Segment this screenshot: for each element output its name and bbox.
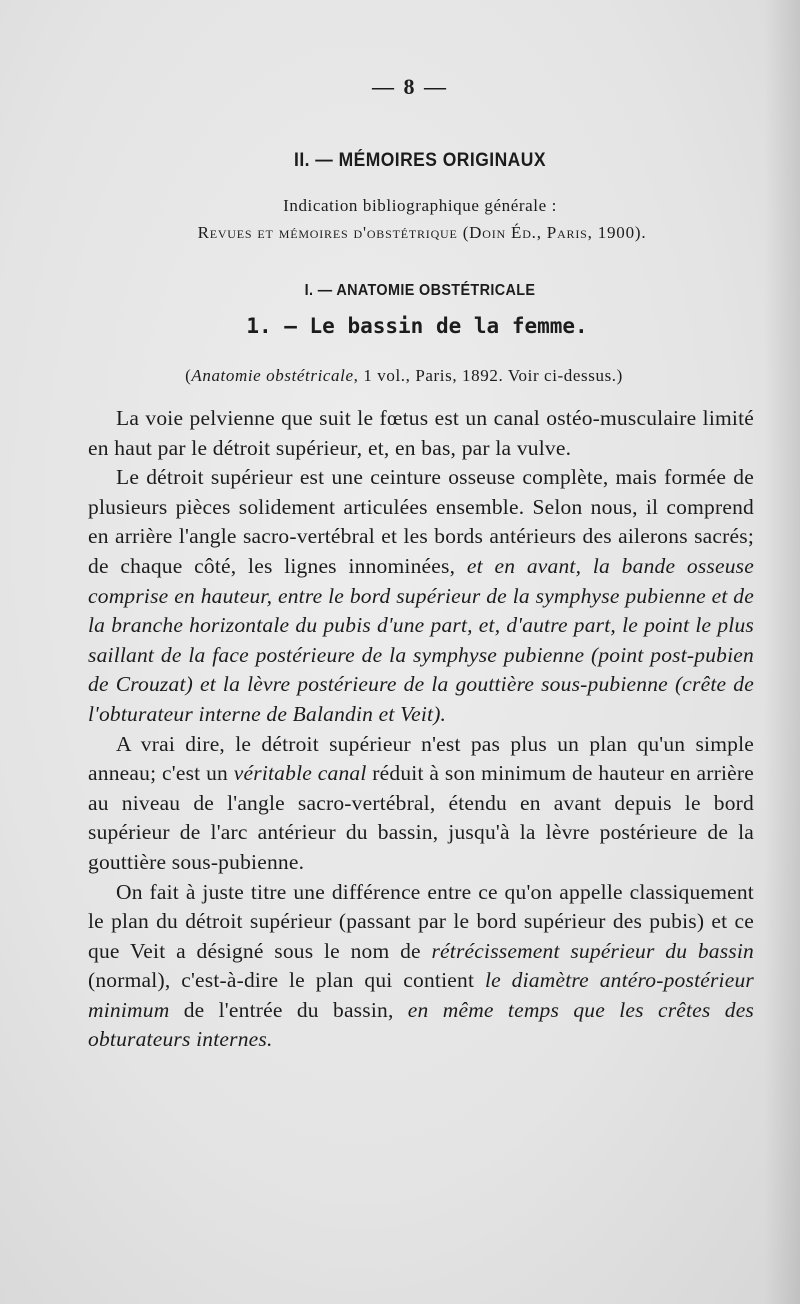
subsection-title: I. — ANATOMIE OBSTÉTRICALE — [304, 282, 536, 299]
paragraph-3-part-c: réduit à son minimum de hauteur en arrière au niveau de l'angle sacro-vertébral, étendu en avant depuis le bord supérieur de l'arc antérieur du bassin, jusqu'à la lèvre postérieure de la gouttière sous-pubienne. — [88, 761, 754, 874]
paragraph-4-italic-3: en même temps que les crêtes des obturateurs internes. — [88, 997, 754, 1052]
paragraph-4 — [88, 878, 754, 1056]
paragraph-2-roman: Le détroit supérieur est une ceinture osseuse complète, mais formée de plusieurs pièces solidement articulées ensemble. Selon nous, il comprend en arrière l'angle sacro-vertébral et les bords antérieurs des ailerons sacrés; de chaque côté, les lignes innominées, — [88, 465, 754, 578]
reference-note — [0, 366, 800, 386]
paragraph-3-part-a: A vrai dire, le détroit supérieur n'est pas plus un plan qu'un simple anneau; c'est un — [88, 731, 754, 786]
paragraph-2-italic: et en avant, la bande osseuse comprise en hauteur, entre le bord supérieur de la symphyse pubienne et de la branche horizontale du pubis d'une part, et, d'autre part, le point le plus saillant de la face postérieure de la symphyse pubienne (point post-pubien de Crouzat) et la lèvre postérieure de la gouttière sous-pubienne (crête de l'obturateur interne de Balandin et Veit). — [88, 553, 754, 726]
bibliography-intro: Indication bibliographique générale : — [283, 196, 557, 215]
body-text — [88, 404, 754, 1055]
paragraph-4-part-e: de l'entrée du bassin, — [169, 997, 408, 1022]
paragraph-2 — [88, 463, 754, 729]
article-title: 1. — Le bassin de la femme. — [246, 314, 588, 338]
bibliography-reference: Revues et mémoires d'obstétrique (Doin Éd., Paris, 1900). — [197, 223, 647, 242]
paragraph-4-italic-1: rétrécissement supérieur du bassin — [431, 938, 754, 963]
paragraph-4-part-c: (normal), c'est-à-dire le plan qui contient — [88, 968, 485, 993]
reference-italic-title: Anatomie obstétricale — [191, 366, 354, 385]
paragraph-4-part-a: On fait à juste titre une différence entre ce qu'on appelle classiquement le plan du détroit supérieur (passant par le bord supérieur des pubis) et ce que Veit a désigné sous le nom de — [88, 879, 754, 963]
page-number: — 8 — — [372, 74, 448, 99]
reference-open-paren: ( — [185, 366, 192, 385]
paragraph-3-italic: véritable canal — [233, 761, 367, 786]
paragraph-3 — [88, 730, 754, 878]
paragraph-1: La voie pelvienne que suit le fœtus est un canal ostéo-musculaire limité en haut par le détroit supérieur, et, en bas, par la vulve. — [88, 406, 754, 460]
paragraph-4-italic-2: le diamètre antéro-postérieur minimum — [88, 968, 754, 1022]
section-title: II. — MÉMOIRES ORIGINAUX — [294, 150, 546, 171]
reference-details: , 1 vol., Paris, 1892. Voir ci-dessus.) — [353, 366, 623, 385]
